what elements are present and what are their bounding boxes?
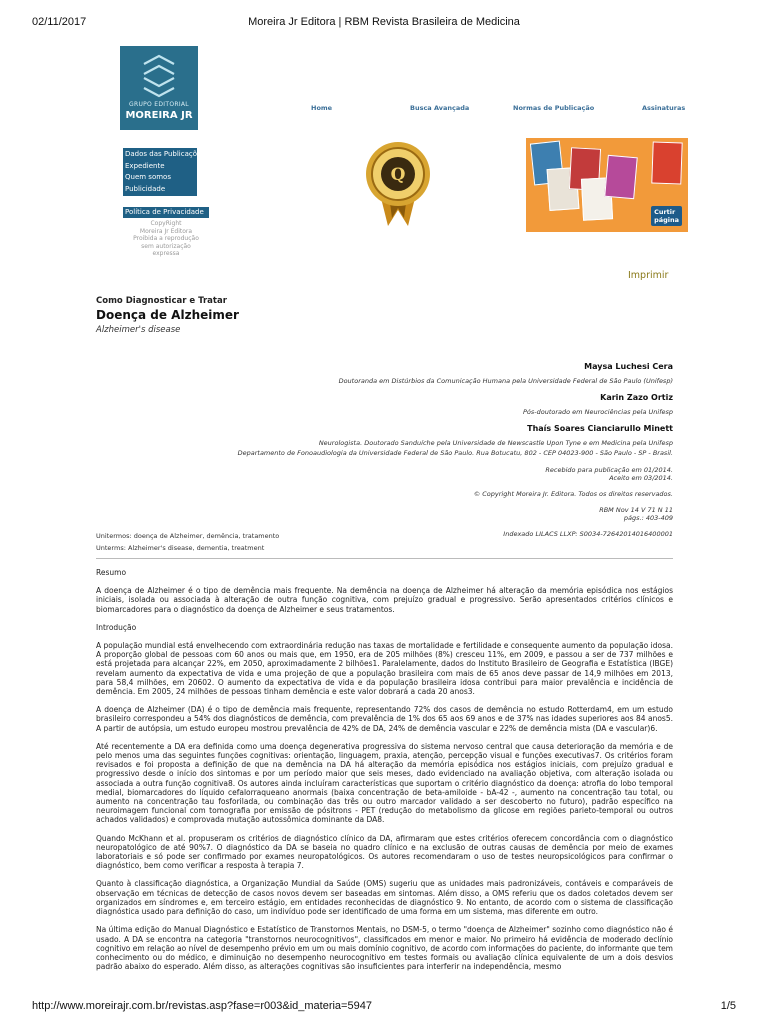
print-page-number: 1/5 xyxy=(720,1000,736,1012)
article-subtitle: Alzheimer's disease xyxy=(96,325,181,335)
logo-group-text: GRUPO EDITORIAL xyxy=(129,101,189,108)
nav-home[interactable]: Home xyxy=(311,104,333,112)
menu-item-about[interactable]: Quem somos xyxy=(125,173,171,181)
department-address: Departamento de Fonoaudiologia da Universidade Federal de São Paulo. Rua Botucatu, 802 - CEP 04023-900 - São Paulo - SP - Brasil. xyxy=(237,449,673,457)
copyright-line: Proibida a reprodução xyxy=(133,235,199,242)
section-heading: Resumo xyxy=(96,568,127,577)
article-body xyxy=(96,568,673,980)
keywords-en: Unterms: Alzheimer's disease, dementia, treatment xyxy=(96,544,265,552)
side-menu xyxy=(123,148,205,196)
print-url: http://www.moreirajr.com.br/revistas.asp?fase=r003&id_materia=5947 xyxy=(32,1000,372,1012)
menu-item-publications[interactable]: Dados das Publicações xyxy=(125,150,205,158)
author-name: Maysa Luchesi Cera xyxy=(584,362,673,371)
menu-item-expediente[interactable]: Expediente xyxy=(125,161,165,170)
keywords-pt: Unitermos: doença de Alzheimer, demência, tratamento xyxy=(96,532,280,540)
received-date: Recebido para publicação em 01/2014. xyxy=(545,466,673,474)
menu-item-advertising[interactable]: Publicidade xyxy=(125,184,166,193)
accepted-date: Aceito em 03/2014. xyxy=(609,474,673,482)
copyright-notice xyxy=(120,220,212,258)
svg-text:Q: Q xyxy=(390,165,406,185)
logo-mark-icon xyxy=(140,54,178,98)
logo-brand-text: MOREIRA JR xyxy=(125,110,193,121)
journal-pages: págs.: 403-409 xyxy=(623,514,673,522)
author-name: Thaís Soares Cianciarullo Minett xyxy=(527,424,673,433)
author-affiliation: Doutoranda em Distúrbios da Comunicação Humana pela Universidade Federal de São Paulo (Unifesp) xyxy=(338,377,673,385)
magazine-cover xyxy=(651,141,682,184)
article-kicker: Como Diagnosticar e Tratar xyxy=(96,296,227,306)
author-affiliation: Pós-doutorado em Neurociências pela Unifesp xyxy=(522,408,673,416)
quality-seal-icon xyxy=(358,138,438,228)
author-affiliation: Neurologista. Doutorado Sanduíche pela Universidade de Newscastle Upon Tyne e em Medicina pela Unifesp xyxy=(318,439,673,447)
print-link[interactable]: Imprimir xyxy=(628,270,669,281)
index-reference: Indexado LILACS LLXP: S0034-72642014016400001 xyxy=(503,530,673,538)
body-paragraph: Na última edição do Manual Diagnóstico e Estatístico de Transtornos Mentais, no DSM-5, o termo "doença de Alzheimer" sozinho como diagnóstico não é usado. A DA se encontra na categoria "transtornos neurocognitivos", classificados em menor e maior. No primeiro há evidência de moderado declínio cognitivo em relação ao nível de desempenho prévio em um ou mais domínio cognitivo, de acordo com informações do paciente, do informante que tem conhecimento ou do médico, e diminuição no desempenho neurocognitivo em testes formais ou avaliação clínica equivalente de um a dois desvios padrão abaixo do esperado. Além disso, as alterações cognitivas são insuficientes para interferir na independência, mesmo xyxy=(96,925,673,972)
print-header xyxy=(32,16,736,30)
publisher-logo[interactable] xyxy=(120,46,198,130)
abstract-paragraph: A doença de Alzheimer é o tipo de demência mais frequente. Na demência na doença de Alzheimer há alteração da memória episódica nos estágios iniciais, isolada ou associada à alteração de outra função cognitiva, com prejuízo gradual e progressivo. Serão apresentados critérios clínicos e biomarcadores para o diagnóstico da doença de Alzheimer e seus tratamentos. xyxy=(96,586,673,614)
copyright-line: Moreira Jr Editora xyxy=(139,227,193,235)
author-name: Karin Zazo Ortiz xyxy=(600,393,673,402)
like-page-button[interactable] xyxy=(651,206,682,226)
copyright-line: CopyRight xyxy=(150,220,182,227)
section-heading: Introdução xyxy=(96,622,137,632)
body-paragraph: Até recentemente a DA era definida como uma doença degenerativa progressiva do sistema nervoso central que causa deterioração da memória e de pelo menos uma das seguintes funções cognitivas: orientação, linguagem, praxia, atenção, percepção visual e funções executivas7. Os critérios foram revisados e foi proposta a definição de que na demência na DA há alteração da memória episódica nos estágios iniciais, com prejuízo gradual e progressivo desde o início dos sintomas e por um período maior que seis meses, dado evidenciado na avaliação objetiva, com alteração isolada ou associada a outra função cognitiva8. Os autores ainda incluíram características que suportam o critério diagnóstico da doença: atrofia do lobo temporal medial, biomarcadores do líquido cefalorraqueano anormais (baixa concentração de beta-amiloide - bA-42 -, aumento na concentração tau total, ou aumento na concentração tau fosforilada, ou combinação das três ou outro marcador validado a ser descoberto no futuro), padrão específico na neuroimagem funcional com tomografia por emissão de pósitrons - PET (redução do metabolismo da glicose em regiões parieto-temporal ou outros achados validados) e comprovada mutação autossômica dominante da DA8. xyxy=(96,741,673,825)
nav-subscriptions[interactable]: Assinaturas xyxy=(642,104,686,112)
like-page-line: Curtir xyxy=(654,208,676,216)
privacy-policy-link[interactable]: Política de Privacidade xyxy=(123,207,209,218)
like-page-line: página xyxy=(654,216,679,224)
body-paragraph: A doença de Alzheimer (DA) é o tipo de demência mais frequente, representando 72% dos casos de demência no estudo Rotterdam4, em um estudo brasileiro correspondeu a 54% dos diagnósticos de demência, com prevalência de 1% dos 65 aos 69 anos e de 37% nas idades superiores aos 84 anos5. A partir de autópsia, um estudo europeu mostrou prevalência de 42% de DA, 24% de demência vascular e 22% de demência mista (DA e vascular)6. xyxy=(96,705,673,733)
article-title: Doença de Alzheimer xyxy=(96,308,239,322)
body-paragraph: Quando McKhann et al. propuseram os critérios de diagnóstico clínico da DA, afirmaram que estes critérios oferecem concordância com o diagnóstico neuropatológico de até 90%7. O diagnóstico da DA se baseia no quadro clínico e na exclusão de outras causas de demência por meio de exames laboratoriais e só pode ser confirmado por exames neuropatológicos. Os autores recomendaram o uso de testes neuropsicológicos para confirmar o diagnóstico, bem como verificar a resposta à terapia 7. xyxy=(96,833,673,871)
nav-publication-rules[interactable]: Normas de Publicação xyxy=(513,104,595,112)
copyright-line: expressa xyxy=(152,250,180,257)
body-paragraph: Quanto à classificação diagnóstica, a Organização Mundial da Saúde (OMS) sugeriu que as unidades mais padronizáveis, contáveis e comparáveis de observação em técnicas de detecção de casos novos devem ser baseadas em sintomas. Além disso, a OMS referiu que os dados coletados devem ser organizados em síndromes e, em terceiro estágio, em entidades reconhecidas de diagnóstico 9. No entanto, de acordo com o sistema de classificação diagnóstica usado para definição do caso, um indivíduo pode ser identificado de uma forma em um sistema, mas diferente em outro. xyxy=(96,879,673,917)
rights-notice: © Copyright Moreira Jr. Editora. Todos os direitos reservados. xyxy=(473,490,673,498)
body-paragraph: A população mundial está envelhecendo com extraordinária redução nas taxas de mortalidade e fertilidade e consequente aumento da população idosa. A proporção global de pessoas com 60 anos ou mais que, em 1950, era de 205 milhões (8%) cresceu 11%, em 2009, e passou a ser de 737 milhões e está projetada para alcançar 22%, em 2050, aproximadamente 2 bilhões1. Paralelamente, dados do Instituto Brasileiro de Geografia e Estatística (IBGE) revelam aumento da expectativa de vida e uma projeção de que a população brasileira com mais de 65 anos deve passar de 14,9 milhões em 2013, para 58,4 milhões, em 20602. O aumento da expectativa de vida e da população brasileira idosa contribui para maior prevalência e incidência de demência. Em 2005, 24 milhões de pessoas tinham demência e este valor dobrará a cada 20 anos3. xyxy=(96,641,673,697)
top-navigation xyxy=(310,104,688,116)
author-block xyxy=(173,362,673,538)
journal-reference: RBM Nov 14 V 71 N 11 xyxy=(599,506,673,514)
magazines-promo-banner[interactable] xyxy=(526,138,688,232)
print-page-title: Moreira Jr Editora | RBM Revista Brasileira de Medicina xyxy=(248,16,520,28)
print-footer xyxy=(32,1000,736,1014)
print-date: 02/11/2017 xyxy=(32,16,87,28)
divider xyxy=(96,558,673,559)
nav-advanced-search[interactable]: Busca Avançada xyxy=(410,104,470,112)
magazine-cover xyxy=(604,155,638,199)
copyright-line: sem autorização xyxy=(141,242,191,250)
